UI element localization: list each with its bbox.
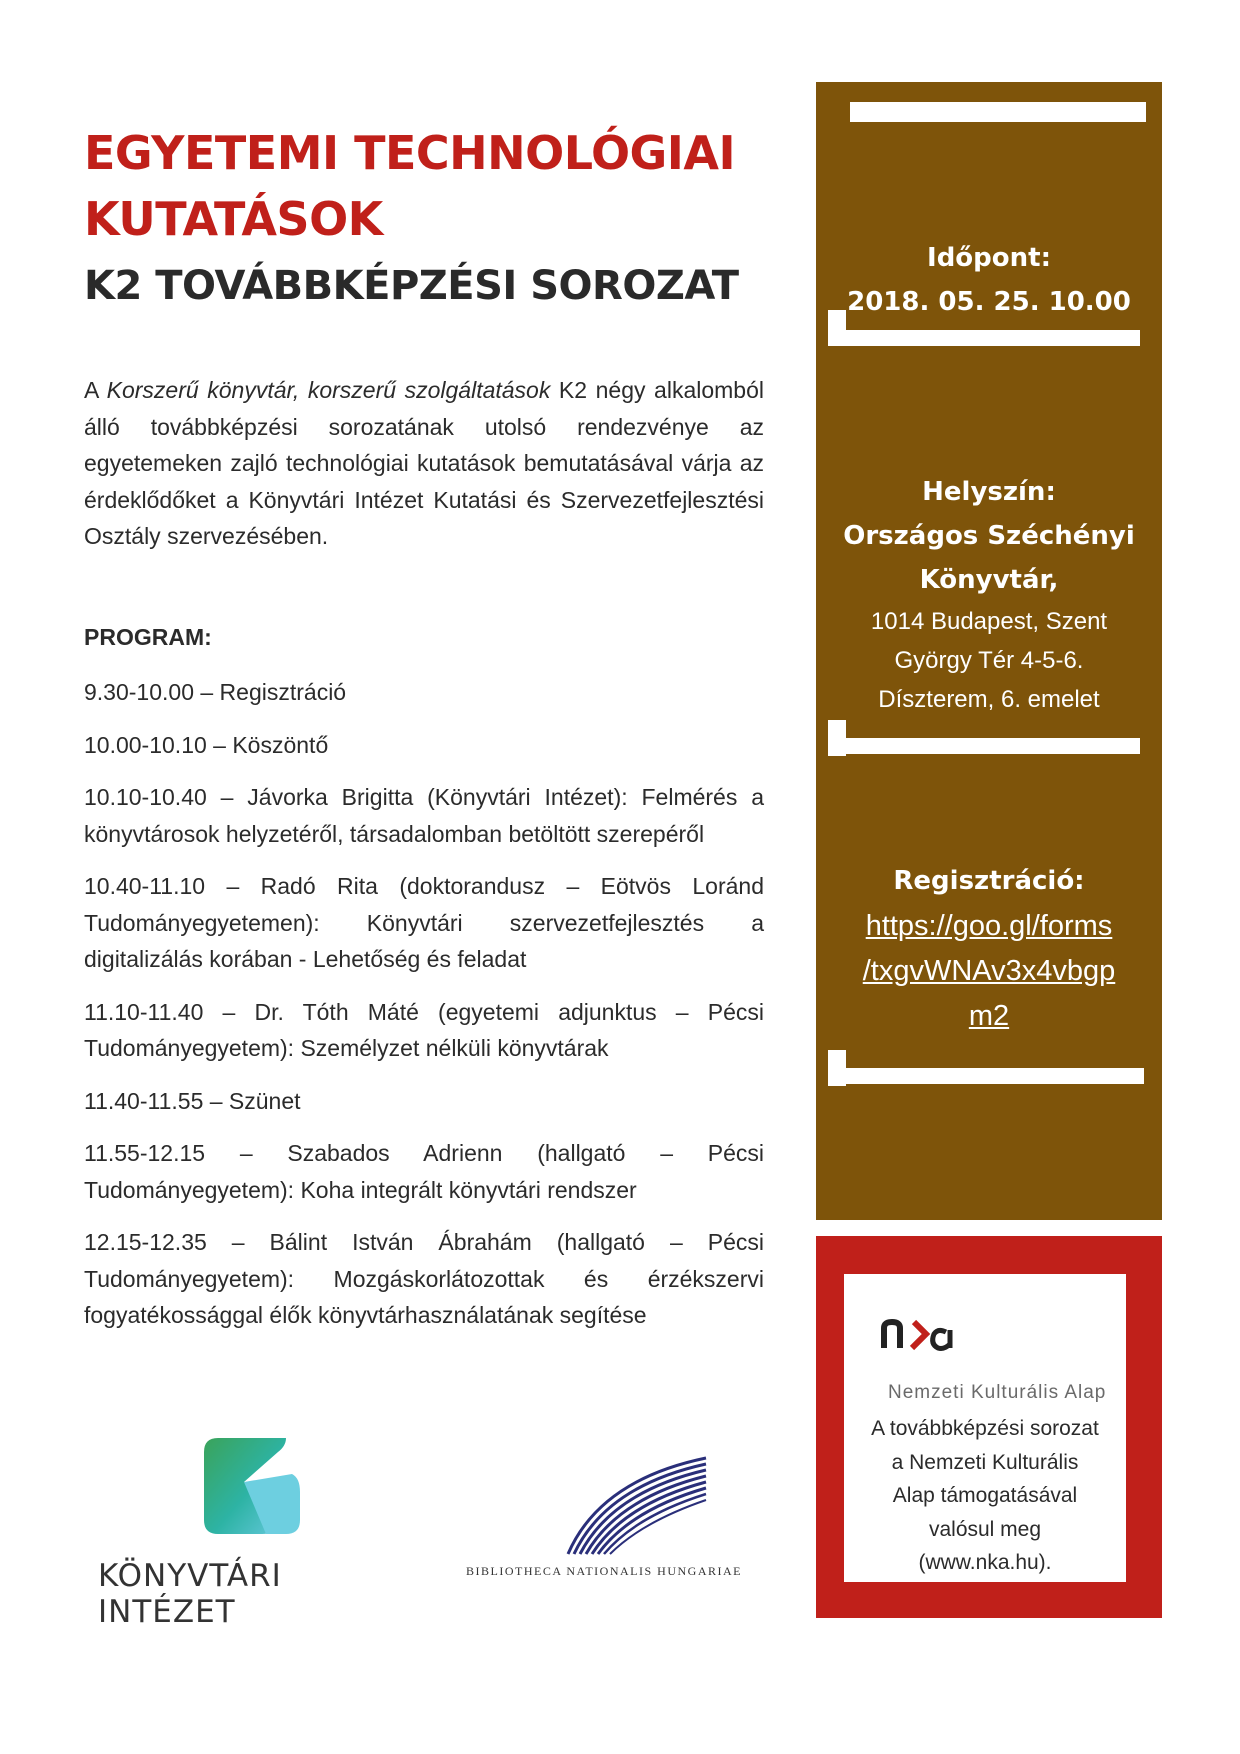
nka-logo-icon xyxy=(880,1314,970,1354)
sponsor-line2: a Nemzeti Kulturális xyxy=(891,1450,1079,1474)
program-heading: PROGRAM: xyxy=(84,624,212,650)
sponsor-line4: valósul meg xyxy=(928,1517,1042,1541)
nka-logo-subtext: Nemzeti Kulturális Alap xyxy=(888,1382,1107,1403)
program-item: 10.40-11.10 – Radó Rita (doktorandusz – Eötvös Loránd Tudományegyetemen): Könyvtári szervezetfejlesztés a digitalizálás korában - Lehetőség és feladat xyxy=(84,873,764,972)
konyvtari-intezet-logo-text: KÖNYVTÁRI INTÉZET xyxy=(98,1558,282,1630)
bibliotheca-logo-text: BIBLIOTHECA NATIONALIS HUNGARIAE xyxy=(466,1564,742,1578)
place-name-2: Könyvtár, xyxy=(919,565,1059,595)
konyvtari-intezet-logo-icon xyxy=(204,1438,300,1534)
program-item: 11.55-12.15 – Szabados Adrienn (hallgató – Pécsi Tudományegyetem): Koha integrált könyvtári rendszer xyxy=(84,1140,764,1203)
info-panel xyxy=(816,82,1162,1220)
sponsor-box xyxy=(816,1236,1162,1618)
place-bracket-bar xyxy=(828,738,1140,754)
program-list xyxy=(84,674,764,1350)
program-item: 10.00-10.10 – Köszöntő xyxy=(84,731,329,758)
program-item: 9.30-10.00 – Regisztráció xyxy=(84,679,347,705)
program-item: 11.40-11.55 – Szünet xyxy=(84,1087,301,1114)
place-block xyxy=(816,470,1162,719)
place-label: Helyszín: xyxy=(922,477,1056,507)
registration-link-line3[interactable]: m2 xyxy=(968,1000,1010,1032)
sponsor-line3: Alap támogatásával xyxy=(892,1484,1078,1507)
intro-italic-title: Korszerű könyvtár, korszerű szolgáltatások xyxy=(106,377,551,403)
registration-bracket-bar xyxy=(828,1068,1144,1084)
registration-link-line2[interactable]: /txgvWNAv3x4vbgp xyxy=(862,955,1116,987)
time-value: 2018. 05. 25. 10.00 xyxy=(847,287,1131,317)
bibliotheca-logo-icon xyxy=(560,1450,710,1560)
event-title-line2: KUTATÁSOK xyxy=(84,192,383,246)
place-room: Díszterem, 6. emelet xyxy=(878,686,1100,713)
sponsor-line5: (www.nka.hu). xyxy=(918,1551,1052,1574)
program-item: 10.10-10.40 – Jávorka Brigitta (Könyvtári Intézet): Felmérés a könyvtárosok helyzetéről, társadalomban betöltött szerepéről xyxy=(84,784,764,847)
registration-block xyxy=(816,858,1162,1039)
event-title-line1: EGYETEMI TECHNOLÓGIAI xyxy=(84,126,736,180)
time-block xyxy=(816,236,1162,324)
series-subtitle: K2 TOVÁBBKÉPZÉSI SOROZAT xyxy=(84,263,739,309)
registration-link[interactable] xyxy=(816,904,1162,1039)
intro-rest: K2 négy alkalomból álló továbbképzési sorozatának utolsó rendezvénye az egyetemeken zajló technológiai kutatások bemutatásával várja az érdeklődőket a Könyvtári Intézet Kutatási és Szervezetfejlesztési Osztály szervezésében. xyxy=(84,377,764,549)
program-item: 12.15-12.35 – Bálint István Ábrahám (hallgató – Pécsi Tudományegyetem): Mozgáskorlátozottak és érzékszervi fogyatékossággal élők könyvtárhasználatának segítése xyxy=(84,1229,764,1328)
intro-paragraph xyxy=(84,372,764,555)
sponsor-inner xyxy=(844,1274,1126,1582)
time-bracket-bar xyxy=(828,330,1140,346)
registration-label: Regisztráció: xyxy=(893,866,1085,896)
sponsor-line1: A továbbképzési sorozat xyxy=(871,1417,1099,1440)
place-address-1: 1014 Budapest, Szent xyxy=(870,608,1108,635)
place-name-1: Országos Széchényi xyxy=(843,521,1135,551)
event-title xyxy=(84,120,784,252)
intro-prefix: A xyxy=(84,377,107,403)
sponsor-text xyxy=(844,1412,1126,1580)
panel-top-bar xyxy=(850,102,1146,122)
place-address-2: György Tér 4-5-6. xyxy=(894,647,1084,674)
registration-link-line1[interactable]: https://goo.gl/forms xyxy=(865,910,1113,942)
time-label: Időpont: xyxy=(927,243,1051,273)
program-item: 11.10-11.40 – Dr. Tóth Máté (egyetemi adjunktus – Pécsi Tudományegyetem): Személyzet nélküli könyvtárak xyxy=(84,998,764,1061)
